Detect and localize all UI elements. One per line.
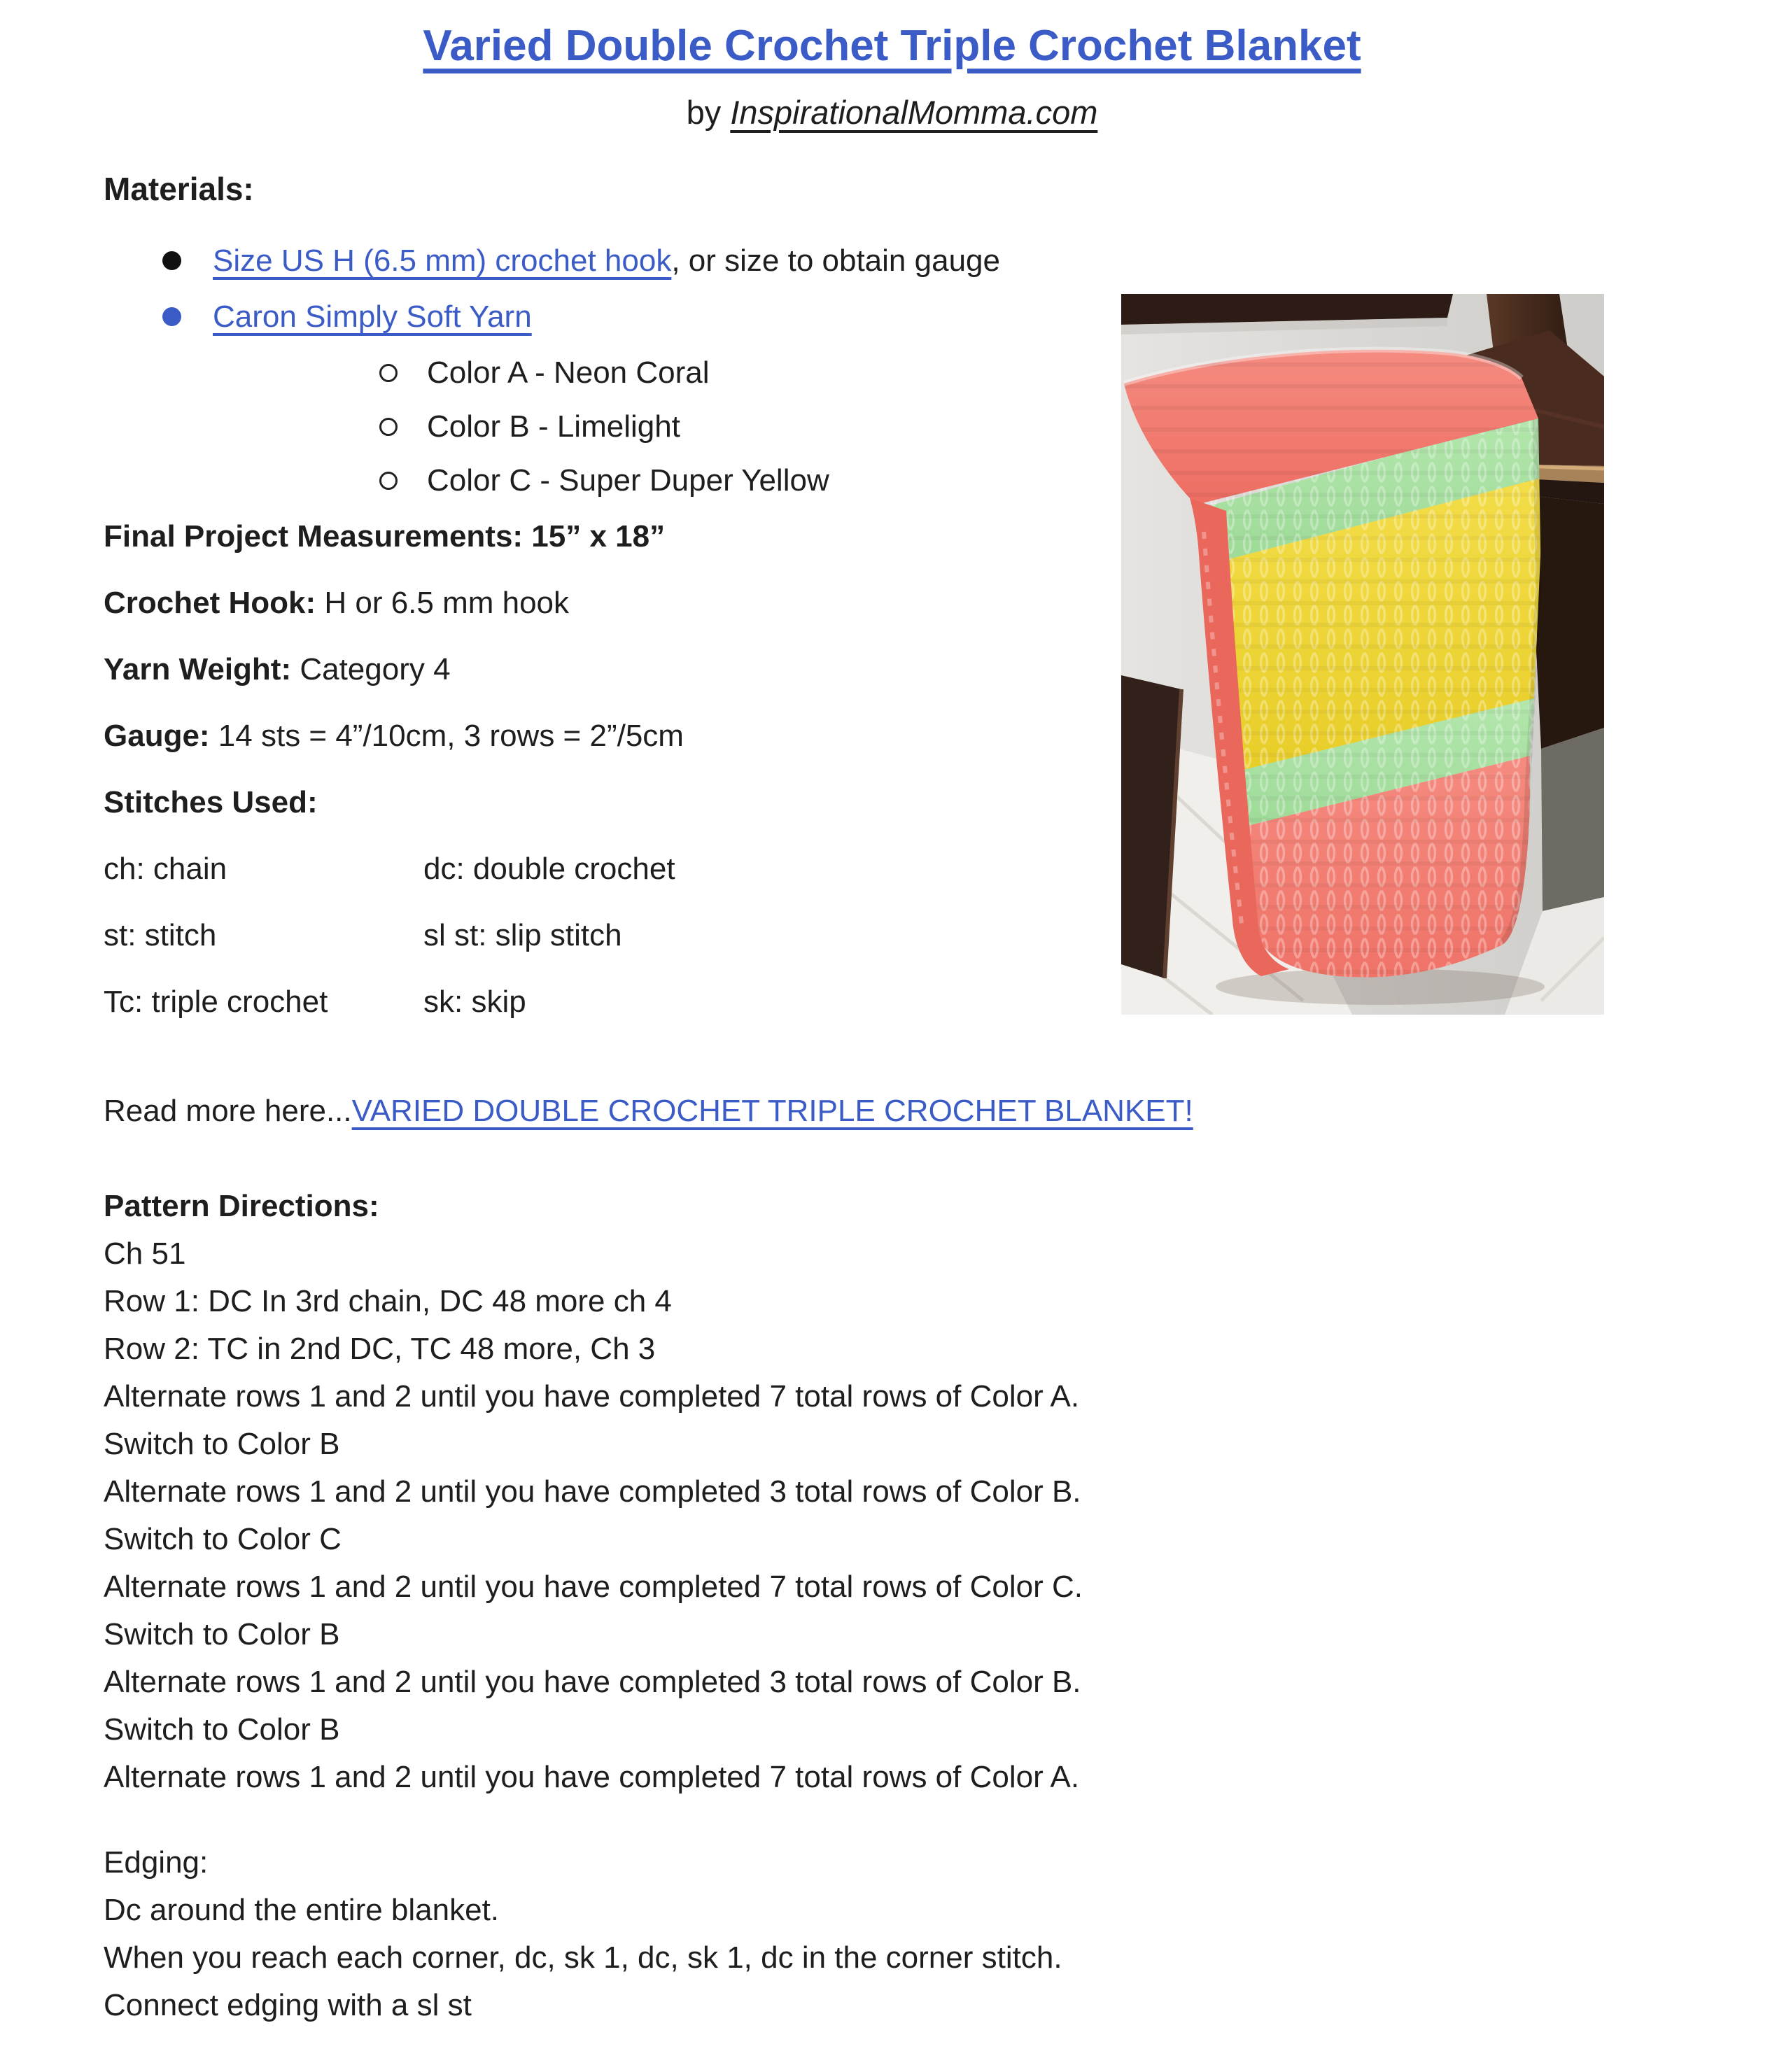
edging-line: Connect edging with a sl st	[104, 1988, 472, 2022]
yarn-color-sublist	[213, 355, 1153, 498]
pattern-line: Alternate rows 1 and 2 until you have completed 7 total rows of Color C.	[104, 1570, 1083, 1604]
stitch-cell: ch: chain	[104, 852, 227, 886]
read-more-line	[104, 1093, 1700, 1129]
materials-list	[104, 244, 1153, 498]
crochet-hook-label: Crochet Hook:	[104, 586, 316, 620]
pattern-line: Ch 51	[104, 1236, 186, 1271]
list-item-yarn	[104, 299, 1153, 498]
stitch-cell: dc: double crochet	[423, 852, 675, 886]
pattern-line: Alternate rows 1 and 2 until you have completed 3 total rows of Color B.	[104, 1665, 1081, 1699]
yarn-link[interactable]: Caron Simply Soft Yarn	[213, 299, 532, 334]
measurements-text: Final Project Measurements: 15” x 18”	[104, 519, 666, 554]
edging-line: When you reach each corner, dc, sk 1, dc, sk 1, dc in the corner stitch.	[104, 1940, 1062, 1975]
pattern-directions	[104, 1190, 1700, 1794]
stitches-used-text: Stitches Used:	[104, 785, 318, 819]
list-item-hook	[104, 244, 1153, 279]
byline	[0, 92, 1784, 133]
gauge-value: 14 sts = 4”/10cm, 3 rows = 2”/5cm	[209, 719, 684, 753]
materials-heading: Materials:	[104, 171, 254, 207]
yarn-weight-value: Category 4	[291, 652, 451, 686]
gauge-label: Gauge:	[104, 719, 210, 753]
edging-line: Dc around the entire blanket.	[104, 1893, 500, 1927]
read-more-link[interactable]: VARIED DOUBLE CROCHET TRIPLE CROCHET BLANKET!	[351, 1094, 1193, 1128]
stitch-cell: sl st: slip stitch	[423, 918, 622, 952]
pattern-heading: Pattern Directions:	[104, 1189, 379, 1223]
blanket-photo-illustration	[1121, 294, 1604, 1015]
read-more-prefix: Read more here...	[104, 1094, 352, 1128]
pattern-line: Switch to Color C	[104, 1522, 342, 1556]
pattern-line: Alternate rows 1 and 2 until you have completed 3 total rows of Color B.	[104, 1474, 1081, 1509]
pattern-line: Alternate rows 1 and 2 until you have completed 7 total rows of Color A.	[104, 1379, 1080, 1414]
pattern-line: Switch to Color B	[104, 1712, 340, 1747]
hook-rest-text: , or size to obtain gauge	[671, 244, 1000, 278]
stitch-cell: sk: skip	[423, 985, 526, 1019]
hook-link[interactable]: Size US H (6.5 mm) crochet hook	[213, 244, 672, 278]
list-item-color-b: Color B - Limelight	[213, 409, 1153, 444]
title-link[interactable]: Varied Double Crochet Triple Crochet Blanket	[423, 22, 1361, 70]
stitch-cell: st: stitch	[104, 918, 217, 952]
yarn-weight-label: Yarn Weight:	[104, 652, 292, 686]
crochet-hook-value: H or 6.5 mm hook	[316, 586, 570, 620]
blanket-photo	[1121, 294, 1604, 1015]
byline-prefix: by	[686, 94, 731, 131]
pattern-line: Switch to Color B	[104, 1427, 340, 1461]
pattern-line: Switch to Color B	[104, 1617, 340, 1651]
pattern-line: Row 2: TC in 2nd DC, TC 48 more, Ch 3	[104, 1332, 656, 1366]
edging-line: Edging:	[104, 1845, 209, 1880]
list-item-color-c: Color C - Super Duper Yellow	[213, 463, 1153, 498]
edging-section	[104, 1846, 1700, 2022]
stitch-cell: Tc: triple crochet	[104, 985, 328, 1019]
pattern-line: Alternate rows 1 and 2 until you have completed 7 total rows of Color A.	[104, 1760, 1080, 1794]
pattern-line: Row 1: DC In 3rd chain, DC 48 more ch 4	[104, 1284, 672, 1318]
byline-site-link[interactable]: InspirationalMomma.com	[730, 94, 1098, 131]
page-title	[0, 0, 1784, 74]
list-item-color-a: Color A - Neon Coral	[213, 355, 1153, 390]
